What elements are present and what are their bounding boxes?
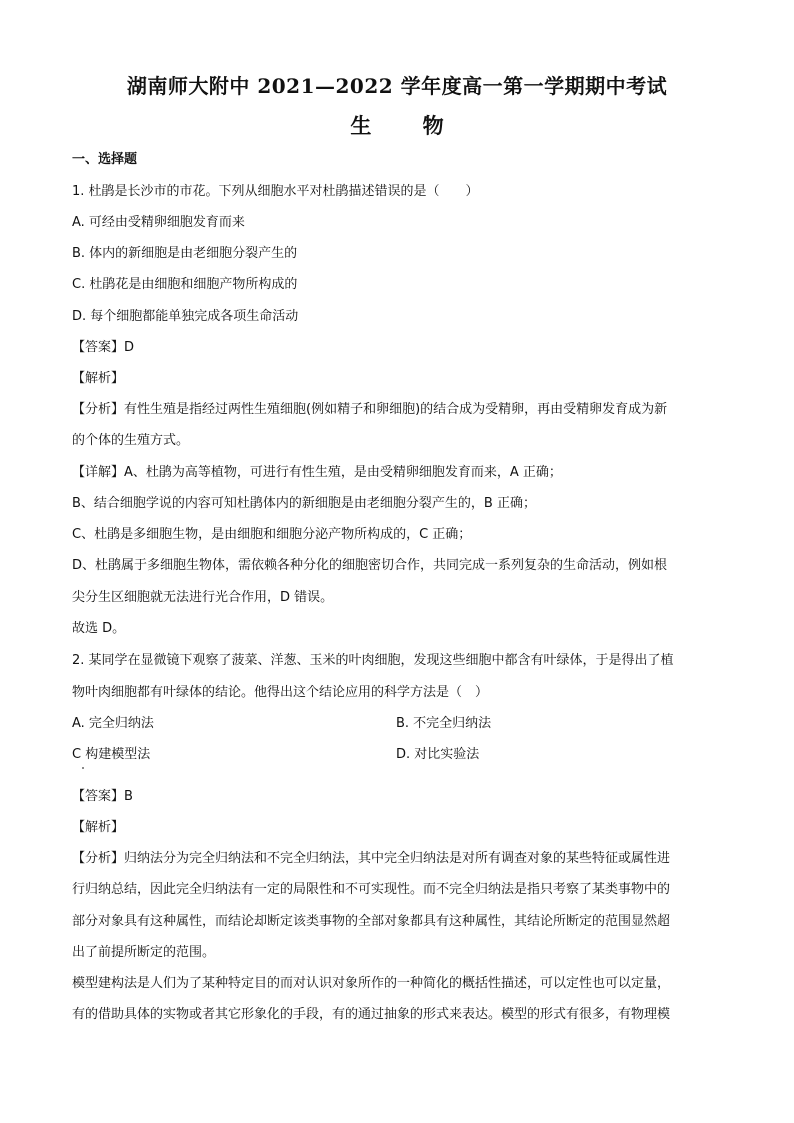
q1-answer: 【答案】D xyxy=(72,340,135,355)
q1-stem: 1. 杜鹃是长沙市的市花。下列从细胞水平对杜鹃描述错误的是（ ） xyxy=(72,184,479,199)
q2-fenxi-line: 出了前提所断定的范围。 xyxy=(72,945,216,960)
q2-answer: 【答案】B xyxy=(72,789,133,804)
q2-fenxi-line: 部分对象具有这种属性，而结论却断定该类事物的全部对象都具有这种属性，其结论所断定的范围显然超 xyxy=(72,914,671,929)
q2-option-c: C 构建模型法 xyxy=(72,747,151,762)
q1-xiangjie-line: D、杜鹃属于多细胞生物体，需依赖各种分化的细胞密切合作，共同完成一系列复杂的生命活动，例如根 xyxy=(72,558,668,573)
q2-analysis-label: 【解析】 xyxy=(72,820,125,835)
q2-stem-line: 2. 某同学在显微镜下观察了菠菜、洋葱、玉米的叶肉细胞，发现这些细胞中都含有叶绿体，于是得出了植 xyxy=(72,653,674,668)
q1-fenxi-line: 【分析】有性生殖是指经过两性生殖细胞(例如精子和卵细胞)的结合成为受精卵，再由受精卵发育成为新 xyxy=(72,402,668,417)
q1-option-d: D. 每个细胞都能单独完成各项生命活动 xyxy=(72,309,299,324)
q2-fenxi-line: 模型建构法是人们为了某种特定目的而对认识对象所作的一种简化的概括性描述，可以定性也可以定量， xyxy=(72,976,671,991)
exam-subject: 生 物 xyxy=(350,113,466,138)
q1-xiangjie-line: 【详解】A、杜鹃为高等植物，可进行有性生殖，是由受精卵细胞发育而来，A 正确； xyxy=(72,465,562,480)
q2-stem-line: 物叶肉细胞都有叶绿体的结论。他得出这个结论应用的科学方法是（ ） xyxy=(72,685,489,700)
q2-option-d: D. 对比实验法 xyxy=(396,747,480,762)
q2-option-b: B. 不完全归纳法 xyxy=(396,716,492,731)
q1-conclusion: 故选 D。 xyxy=(72,621,126,636)
q2-option-a: A. 完全归纳法 xyxy=(72,716,154,731)
q1-xiangjie-line: B、结合细胞学说的内容可知杜鹃体内的新细胞是由老细胞分裂产生的，B 正确； xyxy=(72,496,536,511)
q1-option-c: C. 杜鹃花是由细胞和细胞产物所构成的 xyxy=(72,277,298,292)
q1-xiangjie-line: C、杜鹃是多细胞生物，是由细胞和细胞分泌产物所构成的，C 正确； xyxy=(72,527,472,542)
q1-option-a: A. 可经由受精卵细胞发育而来 xyxy=(72,215,245,230)
exam-title: 湖南师大附中 2021—2022 学年度高一第一学期期中考试 xyxy=(126,74,668,98)
section-heading: 一、选择题 xyxy=(72,152,138,167)
q2-fenxi-line: 有的借助具体的实物或者其它形象化的手段，有的通过抽象的形式来表达。模型的形式有很多，有物理模 xyxy=(72,1007,671,1022)
q1-fenxi-line: 的个体的生殖方式。 xyxy=(72,433,190,448)
q2-fenxi-line: 行归纳总结，因此完全归纳法有一定的局限性和不可实现性。而不完全归纳法是指只考察了某类事物中的 xyxy=(72,882,671,897)
q2-fenxi-line: 【分析】归纳法分为完全归纳法和不完全归纳法，其中完全归纳法是对所有调查对象的某些特征或属性进 xyxy=(72,851,671,866)
q1-analysis-label: 【解析】 xyxy=(72,371,125,386)
stray-dot xyxy=(82,767,84,769)
q1-option-b: B. 体内的新细胞是由老细胞分裂产生的 xyxy=(72,246,298,261)
q1-xiangjie-line: 尖分生区细胞就无法进行光合作用，D 错误。 xyxy=(72,590,334,605)
